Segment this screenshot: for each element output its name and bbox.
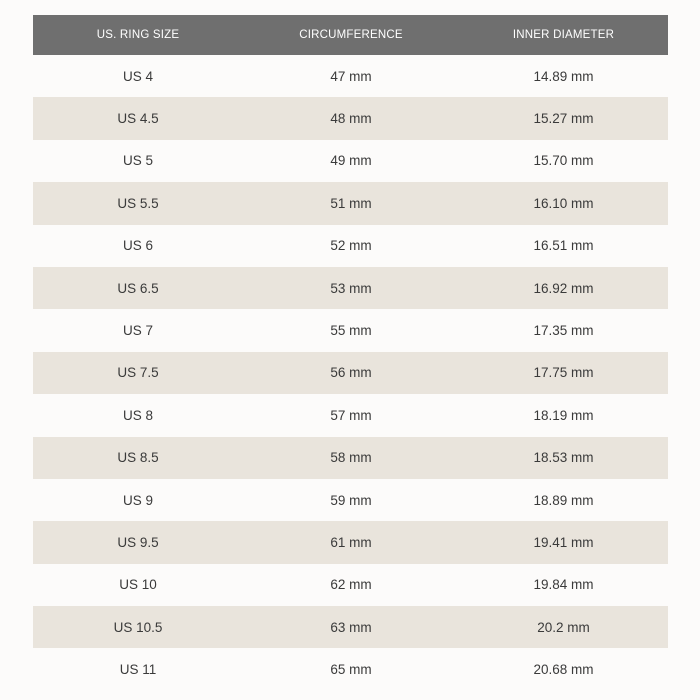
table-row: [33, 225, 668, 267]
cell-circumference: 61 mm: [330, 534, 372, 550]
cell-ring-size: US 10.5: [113, 619, 163, 635]
cell-circumference: 49 mm: [330, 153, 372, 169]
cell-ring-size: US 7: [122, 323, 153, 339]
cell-inner-diameter: 16.92 mm: [533, 280, 594, 296]
table-row: [33, 479, 668, 521]
table-row: [33, 140, 668, 182]
cell-inner-diameter: 16.51 mm: [533, 238, 594, 254]
table-row: [33, 267, 668, 309]
cell-circumference: 51 mm: [330, 195, 372, 211]
cell-circumference: 48 mm: [330, 111, 372, 127]
cell-ring-size: US 4.5: [117, 111, 159, 127]
table-row: [33, 521, 668, 563]
cell-inner-diameter: 19.84 mm: [533, 577, 594, 593]
table-row: [33, 394, 668, 436]
table-row: [33, 352, 668, 394]
cell-ring-size: US 11: [119, 662, 157, 678]
table-header: [33, 15, 668, 55]
table-row: [33, 564, 668, 606]
cell-inner-diameter: 15.70 mm: [533, 153, 594, 169]
cell-circumference: 52 mm: [330, 238, 372, 254]
cell-inner-diameter: 18.53 mm: [533, 450, 594, 466]
cell-inner-diameter: 19.41 mm: [533, 534, 594, 550]
cell-ring-size: US 8.5: [117, 450, 159, 466]
cell-circumference: 47 mm: [330, 68, 372, 84]
table-row: [33, 437, 668, 479]
cell-circumference: 57 mm: [330, 407, 372, 423]
cell-inner-diameter: 20.2 mm: [537, 619, 590, 635]
cell-inner-diameter: 15.27 mm: [533, 111, 594, 127]
cell-circumference: 58 mm: [330, 450, 372, 466]
cell-ring-size: US 7.5: [117, 365, 159, 381]
table-row: [33, 606, 668, 648]
cell-inner-diameter: 18.19 mm: [533, 407, 594, 423]
table-row: [33, 309, 668, 351]
header-ring-size: US. RING SIZE: [96, 29, 180, 41]
ring-size-table: [33, 15, 668, 691]
cell-circumference: 62 mm: [330, 577, 372, 593]
header-inner-diameter: INNER DIAMETER: [512, 29, 615, 41]
cell-ring-size: US 6: [122, 238, 153, 254]
cell-inner-diameter: 17.75 mm: [533, 365, 594, 381]
cell-ring-size: US 4: [122, 68, 153, 84]
cell-circumference: 55 mm: [330, 323, 372, 339]
table-row: [33, 55, 668, 97]
cell-inner-diameter: 20.68 mm: [533, 662, 594, 678]
table-row: [33, 97, 668, 139]
cell-inner-diameter: 17.35 mm: [533, 323, 594, 339]
cell-circumference: 63 mm: [330, 619, 372, 635]
table-row: [33, 182, 668, 224]
cell-circumference: 65 mm: [330, 662, 372, 678]
cell-ring-size: US 8: [122, 407, 153, 423]
cell-ring-size: US 10: [119, 577, 157, 593]
cell-circumference: 56 mm: [330, 365, 372, 381]
cell-inner-diameter: 14.89 mm: [533, 68, 594, 84]
cell-circumference: 53 mm: [330, 280, 372, 296]
cell-ring-size: US 9: [122, 492, 153, 508]
table-body: [33, 55, 668, 691]
cell-ring-size: US 9.5: [117, 534, 159, 550]
header-circumference: CIRCUMFERENCE: [299, 29, 403, 41]
table-row: [33, 648, 668, 690]
cell-ring-size: US 5.5: [117, 195, 159, 211]
cell-ring-size: US 5: [122, 153, 153, 169]
cell-ring-size: US 6.5: [117, 280, 159, 296]
cell-circumference: 59 mm: [330, 492, 372, 508]
cell-inner-diameter: 18.89 mm: [533, 492, 594, 508]
cell-inner-diameter: 16.10 mm: [533, 195, 594, 211]
